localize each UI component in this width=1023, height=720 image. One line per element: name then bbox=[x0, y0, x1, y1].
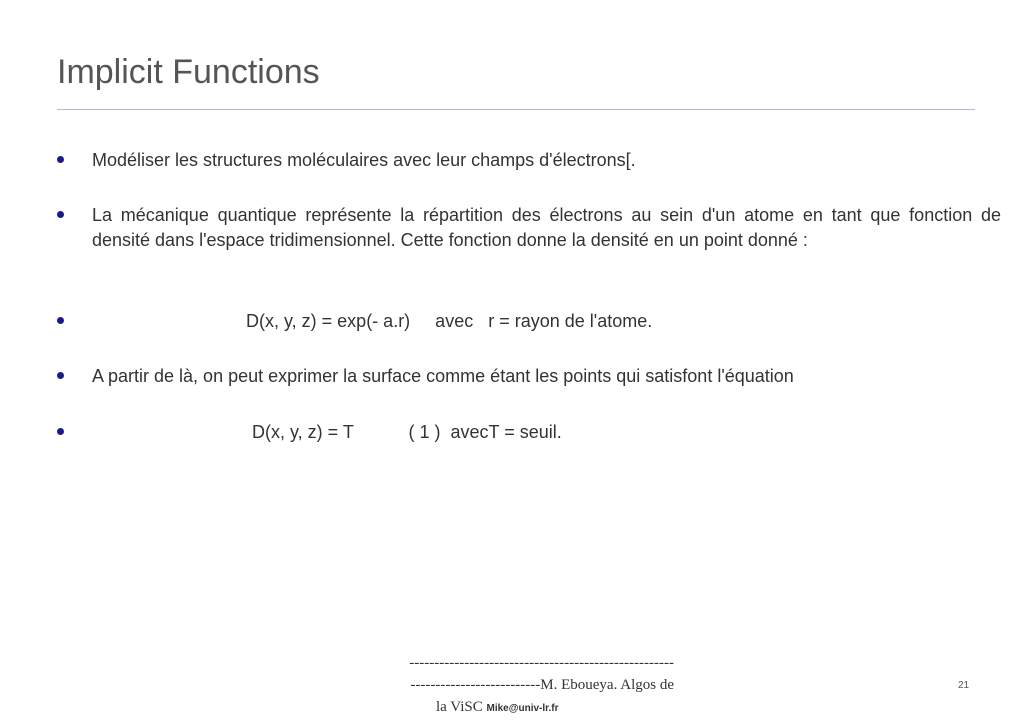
footer-course bbox=[348, 696, 674, 720]
equation-text: D(x, y, z) = exp(- a.r) avec r = rayon de l'atome. bbox=[246, 311, 653, 331]
bullet-item bbox=[57, 203, 1001, 253]
footer-course-name: la ViSC bbox=[436, 699, 483, 715]
equation-text: D(x, y, z) = T ( 1 ) avecT = seuil. bbox=[252, 422, 562, 442]
title-divider bbox=[57, 109, 975, 110]
bullet-dot-icon bbox=[57, 317, 64, 324]
bullet-text: Modéliser les structures moléculaires avec leur champs d'électrons[. bbox=[92, 150, 636, 170]
footer-author: --------------------------M. Eboueya. Algos de bbox=[410, 677, 674, 693]
bullet-dot-icon bbox=[57, 211, 64, 218]
bullet-item bbox=[57, 148, 1001, 173]
bullet-text: La mécanique quantique représente la répartition des électrons au sein d'un atome en tant que fonction de densité dans l'espace tridimensionnel. Cette fonction donne la densité en un point donné : bbox=[92, 205, 1001, 250]
bullet-text: A partir de là, on peut exprimer la surface comme étant les points qui satisfont l'équation bbox=[92, 366, 794, 386]
bullet-item bbox=[57, 420, 1001, 445]
bullet-dot-icon bbox=[57, 372, 64, 379]
footer-email: Mike@univ-lr.fr bbox=[486, 703, 559, 714]
bullet-dot-icon bbox=[57, 156, 64, 163]
slide-footer bbox=[348, 652, 674, 720]
bullet-item bbox=[57, 309, 1001, 334]
bullet-item bbox=[57, 364, 1001, 389]
slide-title: Implicit Functions bbox=[57, 53, 320, 91]
bullet-dot-icon bbox=[57, 428, 64, 435]
page-number: 21 bbox=[958, 680, 970, 691]
footer-line: ----------------------------------------------------- bbox=[409, 655, 674, 671]
